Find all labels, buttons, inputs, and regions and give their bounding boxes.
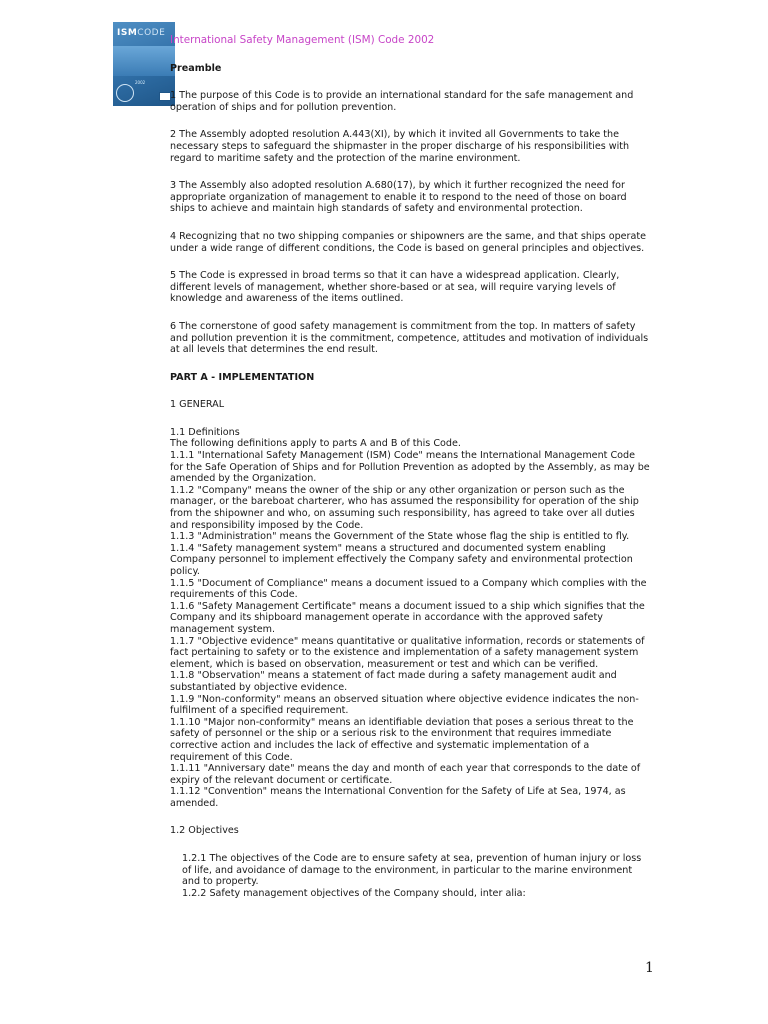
cover-band: [113, 46, 175, 76]
definition-item: 1.1.11 "Anniversary date" means the day and month of each year that corresponds to the date of expiry of the relevant document or certificate.: [170, 763, 641, 786]
preamble-paragraph: 6 The cornerstone of good safety management is commitment from the top. In matters of safety and pollution prevention it is the commitment, competence, attitudes and motivation of individuals at all levels that determines the end result.: [170, 320, 649, 356]
definition-item: 1.1.5 "Document of Compliance" means a document issued to a Company which complies with the requirements of this Code.: [170, 577, 647, 601]
definition-item: 1.1.8 "Observation" means a statement of fact made during a safety management audit and substantiated by objective evidence.: [170, 670, 617, 693]
objectives-section: [170, 853, 650, 899]
preamble-paragraph: 5 The Code is expressed in broad terms so that it can have a widespread application. Clearly, different levels of management, whether shore-based or at sea, will require varying levels of knowledge and awareness of the items outlined.: [170, 270, 620, 305]
definitions-heading: 1.1 Definitions: [170, 426, 240, 438]
preamble-paragraph: 1 The purpose of this Code is to provide an international standard for the safe management and operation of ships and for pollution prevention.: [170, 90, 634, 113]
general-heading: 1 GENERAL: [170, 399, 225, 411]
cover-logo: ISMCODE: [117, 28, 166, 38]
definition-item: 1.1.6 "Safety Management Certificate" means a document issued to a ship which signifies that the Company and its shipboard management operate in accordance with the approved safety management system.: [170, 600, 645, 635]
definition-item: 1.1.4 "Safety management system" means a structured and documented system enabling Company personnel to implement effectively the Company safety and environmental protection policy.: [170, 542, 633, 577]
definition-item: The following definitions apply to parts A and B of this Code.: [170, 438, 461, 450]
definition-item: 1.1.1 "International Safety Management (ISM) Code" means the International Management Code for the Safe Operation of Ships and for Pollution Prevention as adopted by the Assembly, as may be amended by the Organization.: [170, 450, 650, 485]
preamble-paragraph: 4 Recognizing that no two shipping companies or shipowners are the same, and that ships operate under a wide range of different conditions, the Code is based on general principles and objectives.: [170, 230, 647, 254]
objectives-heading: 1.2 Objectives: [170, 825, 239, 837]
cover-thumbnail: [113, 22, 175, 106]
imo-emblem-icon: [116, 84, 134, 102]
preamble-paragraph: 3 The Assembly also adopted resolution A.680(17), by which it further recognized the need for appropriate organization of management to enable it to respond to the need of those on board ships to achieve and maintain high standards of safety and environmental protection.: [170, 180, 627, 215]
cover-label: 2002: [135, 80, 146, 85]
part-a-heading: PART A - IMPLEMENTATION: [170, 371, 315, 383]
preamble-heading: Preamble: [170, 62, 222, 74]
document-title: International Safety Management (ISM) Code 2002: [170, 34, 435, 46]
definition-item: 1.1.10 "Major non-conformity" means an identifiable deviation that poses a serious threat to the safety of personnel or the ship or a serious risk to the environment that requires immediate corrective action and includes the lack of effective and systematic implementation of a requirement of this Code.: [170, 716, 634, 763]
document-body: [170, 30, 650, 899]
page-number: 1: [645, 960, 654, 976]
definition-item: 1.1.2 "Company" means the owner of the ship or any other organization or person such as the manager, or the bareboat charterer, who has assumed the responsibility for operation of the ship from the shipowner and who, on assuming such responsibility, has agreed to take over all duties and responsibility imposed by the Code.: [170, 484, 639, 531]
definition-item: 1.1.12 "Convention" means the International Convention for the Safety of Life at Sea, 1974, as amended.: [170, 786, 626, 809]
preamble-paragraph: 2 The Assembly adopted resolution A.443(XI), by which it invited all Governments to take the necessary steps to safeguard the shipmaster in the proper discharge of his responsibilities with regard to maritime safety and the protection of the marine environment.: [170, 129, 630, 164]
definition-item: 1.1.9 "Non-conformity" means an observed situation where objective evidence indicates the non-fulfilment of a specified requirement.: [170, 693, 639, 717]
definition-item: 1.1.3 "Administration" means the Government of the State whose flag the ship is entitled to fly.: [170, 531, 630, 543]
definitions-section: [170, 427, 650, 810]
objective-item: 1.2.1 The objectives of the Code are to ensure safety at sea, prevention of human injury or loss of life, and avoidance of damage to the environment, in particular to the marine environment and to property.: [182, 853, 642, 888]
objective-item: 1.2.2 Safety management objectives of the Company should, inter alia:: [182, 887, 526, 899]
definition-item: 1.1.7 "Objective evidence" means quantitative or qualitative information, records or statements of fact pertaining to safety or to the existence and implementation of a safety management system element, which is based on observation, measurement or test and which can be verified.: [170, 635, 645, 670]
